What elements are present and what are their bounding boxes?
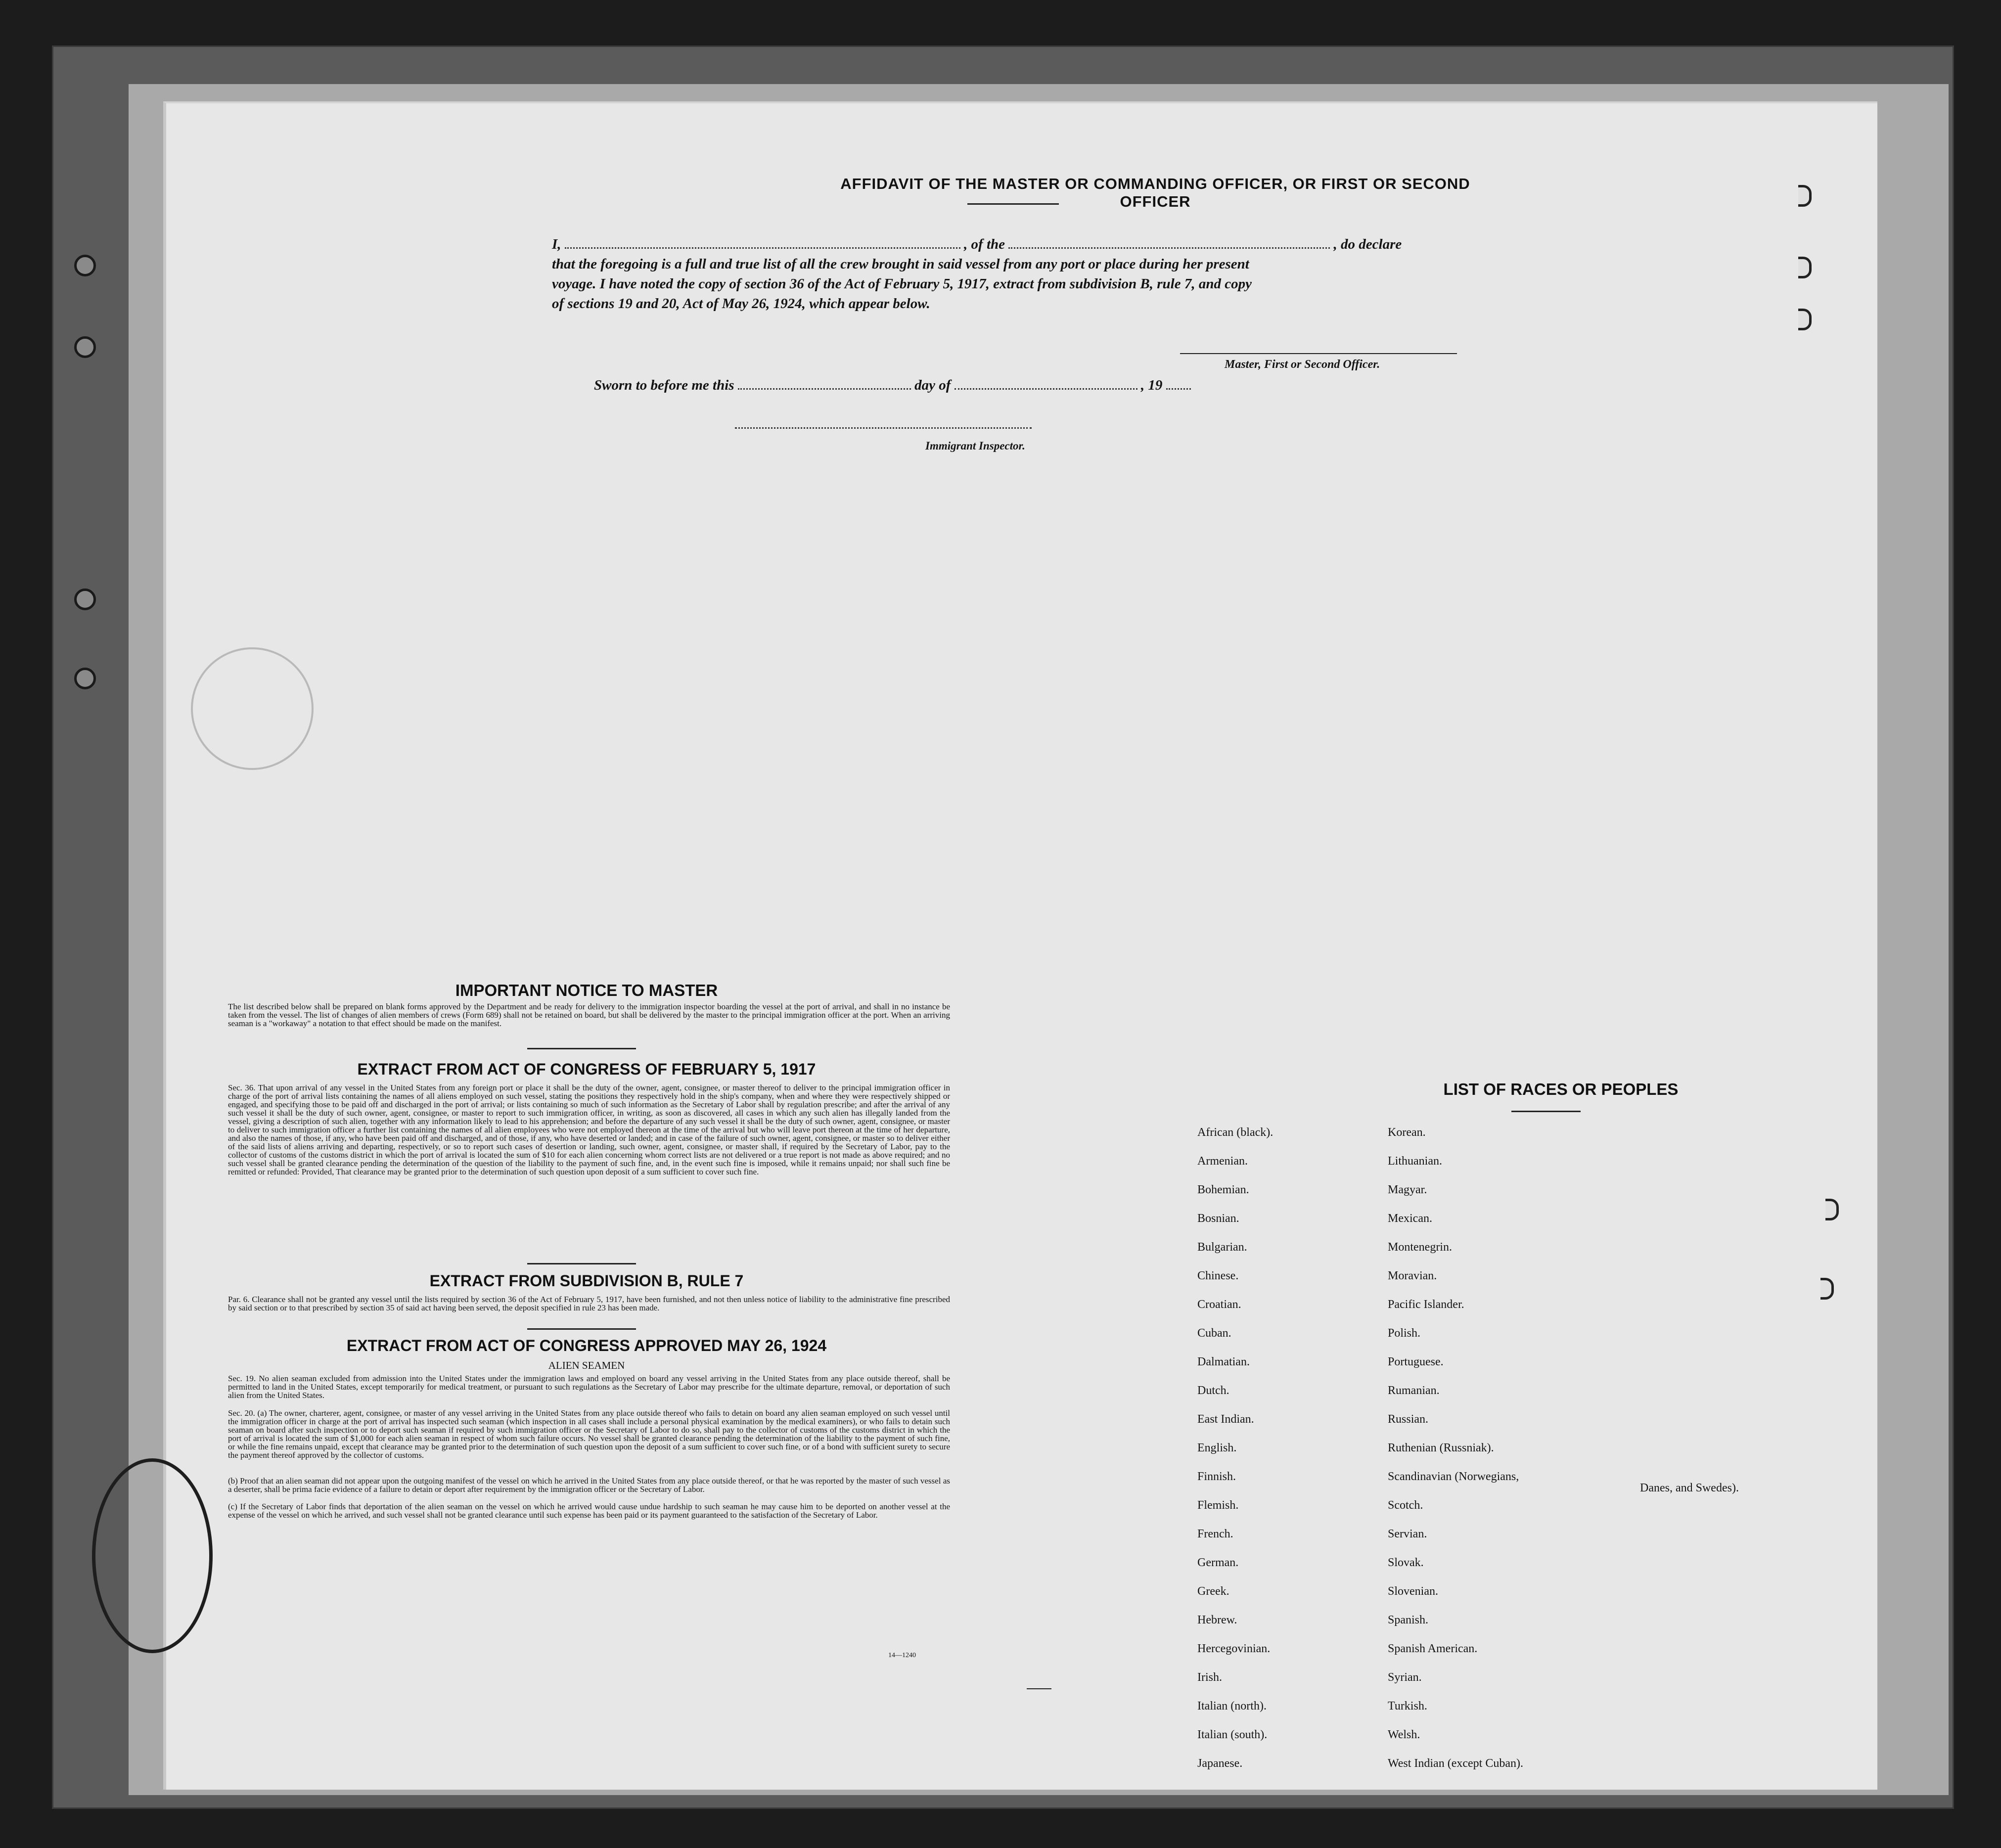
race-item: Armenian.	[1197, 1155, 1248, 1168]
form-number: 14—1240	[888, 1652, 916, 1659]
handwritten-scribble	[92, 1458, 213, 1653]
sworn-day-blank[interactable]	[738, 388, 911, 390]
affidavit-page	[163, 101, 1877, 1790]
act-1917-body: Sec. 36. That upon arrival of any vessel in the United States from any foreign port or place it shall be the duty of the owner, agent, consignee, or master thereof to deliver to the principal immigration officer in charge of the port of arrival lists containing the names of all aliens employed on such vessel, stating the positions they respectively hold in the ship's company, when and where they were respectively shipped or engaged, and specifying those to be paid off and discharged in the port of arrival; or lists containing so much of such information as the Secretary of Labor shall by regulation prescribe; and after the arrival of any such vessel it shall be the duty of such owner, agent, consignee, or master to report to such immigration officer, in writing, as soon as discovered, all cases in which any such alien has illegally landed from the vessel, giving a description of such alien, together with any information likely to lead to his apprehension; and before the departure of any such vessel it shall be the duty of such owner, agent, consignee, or master to deliver to such immigration officer a further list containing the names of all alien employees who were not employed thereon at the time of the arrival but who will leave port thereon at the time of her departure, and also the names of those, if any, who have been paid off and discharged, and of those, if any, who have deserted or landed; and in case of the failure of such owner, agent, consignee, or master so to deliver either of the said lists of aliens arriving and departing, respectively, or so to report such cases of desertion or landing, such owner, agent, consignee, or master shall, if required by the Secretary of Labor, pay to the collector of customs of the customs district in which the port of arrival is located the sum of $10 for each alien concerning whom correct lists are not delivered or a true report is not made as above required; and no such vessel shall be granted clearance pending the determination of the question of the liability to the payment of such fine, and, in the event such fine is imposed, while it remains unpaid; nor shall such fine be remitted or refunded: Provided, That clearance may be granted prior to the determination of such question upon deposit of a sum sufficient to cover such fine.	[228, 1083, 950, 1176]
race-item: Polish.	[1388, 1327, 1421, 1340]
sworn-year-blank[interactable]	[1166, 388, 1191, 390]
act-1924-title: EXTRACT FROM ACT OF CONGRESS APPROVED MAY 26, 1924	[346, 1337, 827, 1354]
title-rule	[967, 203, 1059, 205]
affidavit-line-2: that the foregoing is a full and true list of all the crew brought in said vessel from any port or place during her present	[552, 256, 1249, 272]
act-1924-sec-20c: (c) If the Secretary of Labor finds that deportation of the alien seaman on the vessel on which he arrived would cause undue hardship to such seaman he may cause him to be deported on another vessel at the expense of the vessel on which he arrived, and such vessel shall not be granted clearance until such expense has been paid or its payment guaranteed to the satisfaction of the Secretary of Labor.	[228, 1502, 950, 1520]
race-item: Moravian.	[1388, 1269, 1437, 1282]
race-item: Bohemian.	[1197, 1183, 1249, 1196]
rule-7-rule	[527, 1328, 636, 1330]
rule-7-title: EXTRACT FROM SUBDIVISION B, RULE 7	[429, 1272, 744, 1290]
race-item: Italian (north).	[1197, 1700, 1267, 1713]
race-item: Montenegrin.	[1388, 1241, 1452, 1254]
i-label: I,	[552, 236, 561, 252]
race-item: Hebrew.	[1197, 1614, 1237, 1626]
binder-tab	[1798, 185, 1812, 207]
do-declare-label: , do declare	[1333, 236, 1402, 252]
race-item: Spanish.	[1388, 1614, 1429, 1626]
race-item: Flemish.	[1197, 1499, 1239, 1512]
race-item: Dalmatian.	[1197, 1355, 1250, 1368]
race-item: French.	[1197, 1528, 1233, 1540]
races-title: LIST OF RACES OR PEOPLES	[1443, 1080, 1679, 1098]
race-item: Hercegovinian.	[1197, 1642, 1271, 1655]
race-item: East Indian.	[1197, 1413, 1254, 1426]
race-item: English.	[1197, 1442, 1237, 1454]
binder-hole	[74, 255, 96, 276]
race-item: Italian (south).	[1197, 1728, 1268, 1741]
race-item: Dutch.	[1197, 1384, 1229, 1397]
race-item: Russian.	[1388, 1413, 1429, 1426]
inspector-signature-line[interactable]	[735, 427, 1032, 429]
race-item: Ruthenian (Russniak).	[1388, 1442, 1494, 1454]
binder-hole	[74, 668, 96, 689]
master-signature-line[interactable]	[1180, 353, 1457, 354]
race-item: Mexican.	[1388, 1212, 1432, 1225]
affidavit-line-4: of sections 19 and 20, Act of May 26, 1924, which appear below.	[552, 296, 930, 312]
race-item: Syrian.	[1388, 1671, 1422, 1684]
binder-tab	[1798, 257, 1812, 278]
notice-rule	[527, 1048, 636, 1049]
bottom-tick	[1027, 1688, 1051, 1689]
notice-body: The list described below shall be prepared on blank forms approved by the Department and be ready for delivery to the immigration inspector boarding the vessel at the port of arrival, and shall in no instance be taken from the vessel. The list of changes of alien members of crews (Form 689) shall not be retained on board, but shall be delivered by the master to the principal immigration officer at the port. When an arriving seaman is a "workaway" a notation to that effect should be made on the manifest.	[228, 1002, 950, 1028]
race-item: Spanish American.	[1388, 1642, 1478, 1655]
sworn-label: Sworn to before me this	[594, 377, 734, 393]
affidavit-line-3: voyage. I have noted the copy of section 36 of the Act of February 5, 1917, extract from subdivision B, rule 7, and copy	[552, 276, 1252, 292]
binder-hole	[74, 588, 96, 610]
binder-tab	[1825, 1199, 1839, 1220]
act-1924-sec-19: Sec. 19. No alien seaman excluded from admission into the United States under the immigration laws and employed on board any vessel arriving in the United States from any place outside thereof, shall be permitted to land in the United States, except temporarily for medical treatment, or pursuant to such regulations as the Secretary of Labor may prescribe for the ultimate departure, removal, or deportation of such alien from the United States.	[228, 1374, 950, 1400]
race-item: Portuguese.	[1388, 1355, 1444, 1368]
faint-ink-stamp	[191, 647, 314, 770]
race-item: Cuban.	[1197, 1327, 1231, 1340]
race-item: Welsh.	[1388, 1728, 1420, 1741]
race-item: Scotch.	[1388, 1499, 1423, 1512]
rule-7-body: Par. 6. Clearance shall not be granted any vessel until the lists required by section 36 of the Act of February 5, 1917, have been furnished, and not then unless notice of liability to the administrative fine prescribed by said section or to that prescribed by section 35 of said act having been served, the deposit specified in rule 23 has been made.	[228, 1295, 950, 1312]
act-1924-sec-20b: (b) Proof that an alien seaman did not appear upon the outgoing manifest of the vessel on which he arrived in the United States from any place outside thereof, or that he was reported by the master of such vessel as a deserter, shall be prima facie evidence of a failure to detain or deport after requirement by the immigration officer or the Secretary of Labor.	[228, 1476, 950, 1494]
binder-tab	[1820, 1278, 1834, 1300]
race-item: Croatian.	[1197, 1298, 1241, 1311]
affidavit-title: AFFIDAVIT OF THE MASTER OR COMMANDING OFFICER, OR FIRST OR SECOND OFFICER	[840, 175, 1470, 210]
binder-tab	[1798, 309, 1812, 330]
race-item: Irish.	[1197, 1671, 1222, 1684]
day-of-label: day of	[914, 377, 951, 393]
race-item: Bulgarian.	[1197, 1241, 1247, 1254]
race-item: Greek.	[1197, 1585, 1229, 1598]
race-item: Servian.	[1388, 1528, 1427, 1540]
binder-hole	[74, 336, 96, 358]
race-item: Turkish.	[1388, 1700, 1427, 1713]
races-rule	[1511, 1111, 1581, 1112]
affidavit-body	[552, 234, 1670, 314]
race-item: Korean.	[1388, 1126, 1426, 1139]
race-item: Pacific Islander.	[1388, 1298, 1464, 1311]
race-item: West Indian (except Cuban).	[1388, 1757, 1523, 1770]
vessel-blank[interactable]	[1008, 247, 1330, 249]
race-item: African (black).	[1197, 1126, 1273, 1139]
name-blank[interactable]	[565, 247, 960, 249]
act-1917-title: EXTRACT FROM ACT OF CONGRESS OF FEBRUARY 5, 1917	[357, 1060, 816, 1078]
race-item: Scandinavian (Norwegians,	[1388, 1470, 1519, 1483]
of-the-label: , of the	[964, 236, 1005, 252]
notice-title: IMPORTANT NOTICE TO MASTER	[455, 981, 718, 999]
race-item: Slovenian.	[1388, 1585, 1438, 1598]
inspector-label: Immigrant Inspector.	[925, 440, 1025, 452]
race-item: Finnish.	[1197, 1470, 1236, 1483]
master-signature-label: Master, First or Second Officer.	[1225, 358, 1380, 371]
sworn-line	[594, 375, 1712, 395]
race-item: Japanese.	[1197, 1757, 1243, 1770]
race-item: Rumanian.	[1388, 1384, 1440, 1397]
race-scandinavian-continued: Danes, and Swedes).	[1640, 1482, 1739, 1494]
race-item: Bosnian.	[1197, 1212, 1239, 1225]
race-item: German.	[1197, 1556, 1239, 1569]
race-item: Lithuanian.	[1388, 1155, 1442, 1168]
act-1917-rule	[527, 1263, 636, 1264]
race-item: Magyar.	[1388, 1183, 1427, 1196]
alien-seamen-subtitle: ALIEN SEAMEN	[548, 1359, 625, 1371]
race-item: Slovak.	[1388, 1556, 1424, 1569]
act-1924-sec-20a: Sec. 20. (a) The owner, charterer, agent, consignee, or master of any vessel arriving in the United States from any place outside thereof who fails to detain on board any alien seaman employed on such vessel until the immigration officer in charge at the port of arrival has inspected such seaman (which inspection in all cases shall include a personal physical examination by the medical examiners), or who fails to detain such seaman on board after such inspection or to deport such seaman if required by such immigration officer or the Secretary of Labor to do so, shall pay to the collector of customs of the customs district in which the port of arrival is located the sum of $1,000 for each alien seaman in respect of whom such failure occurs. No vessel shall be granted clearance pending the determination of the liability to the payment of such fine, or while the fine remains unpaid, except that clearance may be granted prior to the determination of such question upon the deposit of a sum sufficient to cover such fine, or of a bond with sufficient surety to secure the payment thereof approved by the collector of customs.	[228, 1408, 950, 1460]
year-label: , 19	[1140, 377, 1163, 393]
race-item: Chinese.	[1197, 1269, 1239, 1282]
sworn-month-blank[interactable]	[955, 388, 1137, 390]
